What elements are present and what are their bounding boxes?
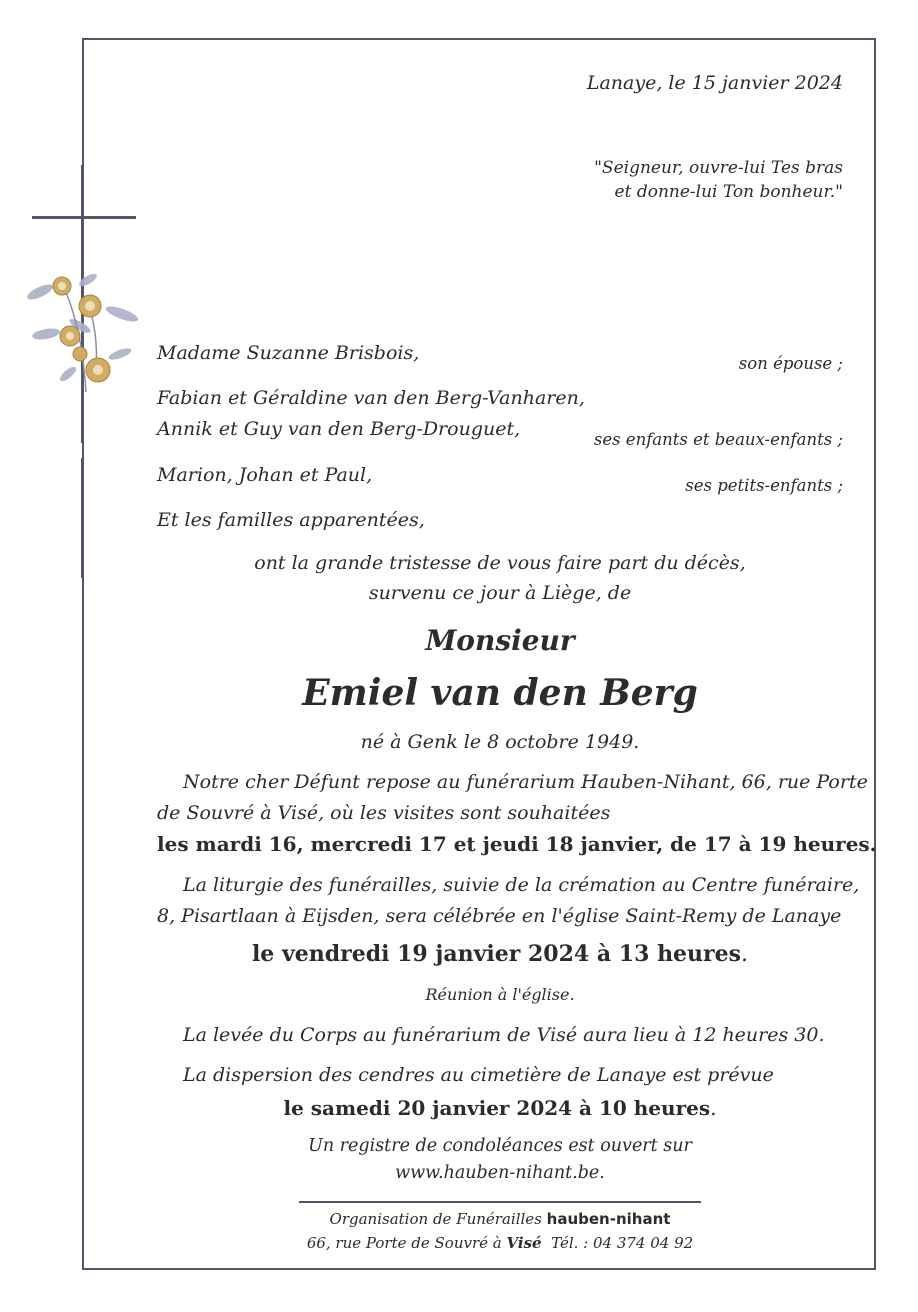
quote-line-1: "Seigneur, ouvre-lui Tes bras [594,158,843,178]
registry-url[interactable]: www.hauben-nihant.be. [395,1163,605,1183]
footer-divider [299,1201,701,1203]
spouse-relation: son épouse ; [738,354,843,373]
footer-address [157,1234,843,1252]
church-meeting: Réunion à l'église. [425,985,575,1004]
religious-quote [594,156,843,204]
children-line-1: Fabian et Géraldine van den Berg-Vanharen, [157,387,585,409]
dispersion-line: La dispersion des cendres au cimetière de Lanaye est prévue [183,1064,774,1086]
families-line: Et les familles apparentées, [157,509,425,531]
spouse-name: Madame Suzanne Brisbois, [157,342,420,364]
footer-brand-logo: hauben-nihant [546,1210,671,1228]
grandchildren-names: Marion, Johan et Paul, [157,464,373,486]
announcement-line-2: survenu ce jour à Liège, de [368,582,632,604]
deceased-title: Monsieur [425,624,575,657]
grandchildren-relation: ses petits-enfants ; [685,476,843,495]
visits-dates: les mardi 16, mercredi 17 et jeudi 18 janvier, de 17 à 19 heures. [157,832,877,856]
levee-info: La levée du Corps au funérarium de Visé aura lieu à 12 heures 30. [183,1024,825,1046]
registry-line-1: Un registre de condoléances est ouvert sur [308,1136,692,1156]
liturgy-line-1: La liturgie des funérailles, suivie de la crémation au Centre funéraire, [183,874,860,896]
deceased-name: Emiel van den Berg [302,672,698,714]
liturgy-date: le vendredi 19 janvier 2024 à 13 heures [251,941,742,967]
visits-paragraph [157,767,868,829]
liturgy-paragraph [157,870,860,932]
liturgy-date-period: . [741,942,749,967]
footer-organisation [157,1210,843,1228]
quote-line-2: et donne-lui Ton bonheur." [614,182,843,202]
dispersion-date: le samedi 20 janvier 2024 à 10 heures [283,1096,711,1120]
dispersion-date-period: . [710,1096,717,1120]
footer-address-prefix: 66, rue Porte de Souvré à [306,1234,502,1252]
cross-upright-bottom [81,458,84,578]
footer-address-city: Visé [506,1234,542,1252]
announcement-line-1: ont la grande tristesse de vous faire part du décès, [254,552,746,574]
birth-info: né à Genk le 8 octobre 1949. [360,731,640,753]
footer-org-prefix: Organisation de Funérailles [329,1210,542,1228]
place-and-date: Lanaye, le 15 janvier 2024 [586,72,843,94]
children-relation: ses enfants et beaux-enfants ; [593,430,843,449]
liturgy-line-2: 8, Pisartlaan à Eijsden, sera célébrée en l'église Saint-Remy de Lanaye [157,905,842,927]
footer-phone: Tél. : 04 374 04 92 [551,1234,694,1252]
flowers-illustration [22,262,146,404]
children-line-2: Annik et Guy van den Berg-Drouguet, [157,418,521,440]
visits-line-1: Notre cher Défunt repose au funérarium Hauben-Nihant, 66, rue Porte [183,771,868,793]
dispersion-date-line [157,1096,843,1120]
visits-line-2: de Souvré à Visé, où les visites sont souhaitées [157,802,611,824]
liturgy-date-line [157,941,843,967]
cross-crossbar [32,216,136,219]
